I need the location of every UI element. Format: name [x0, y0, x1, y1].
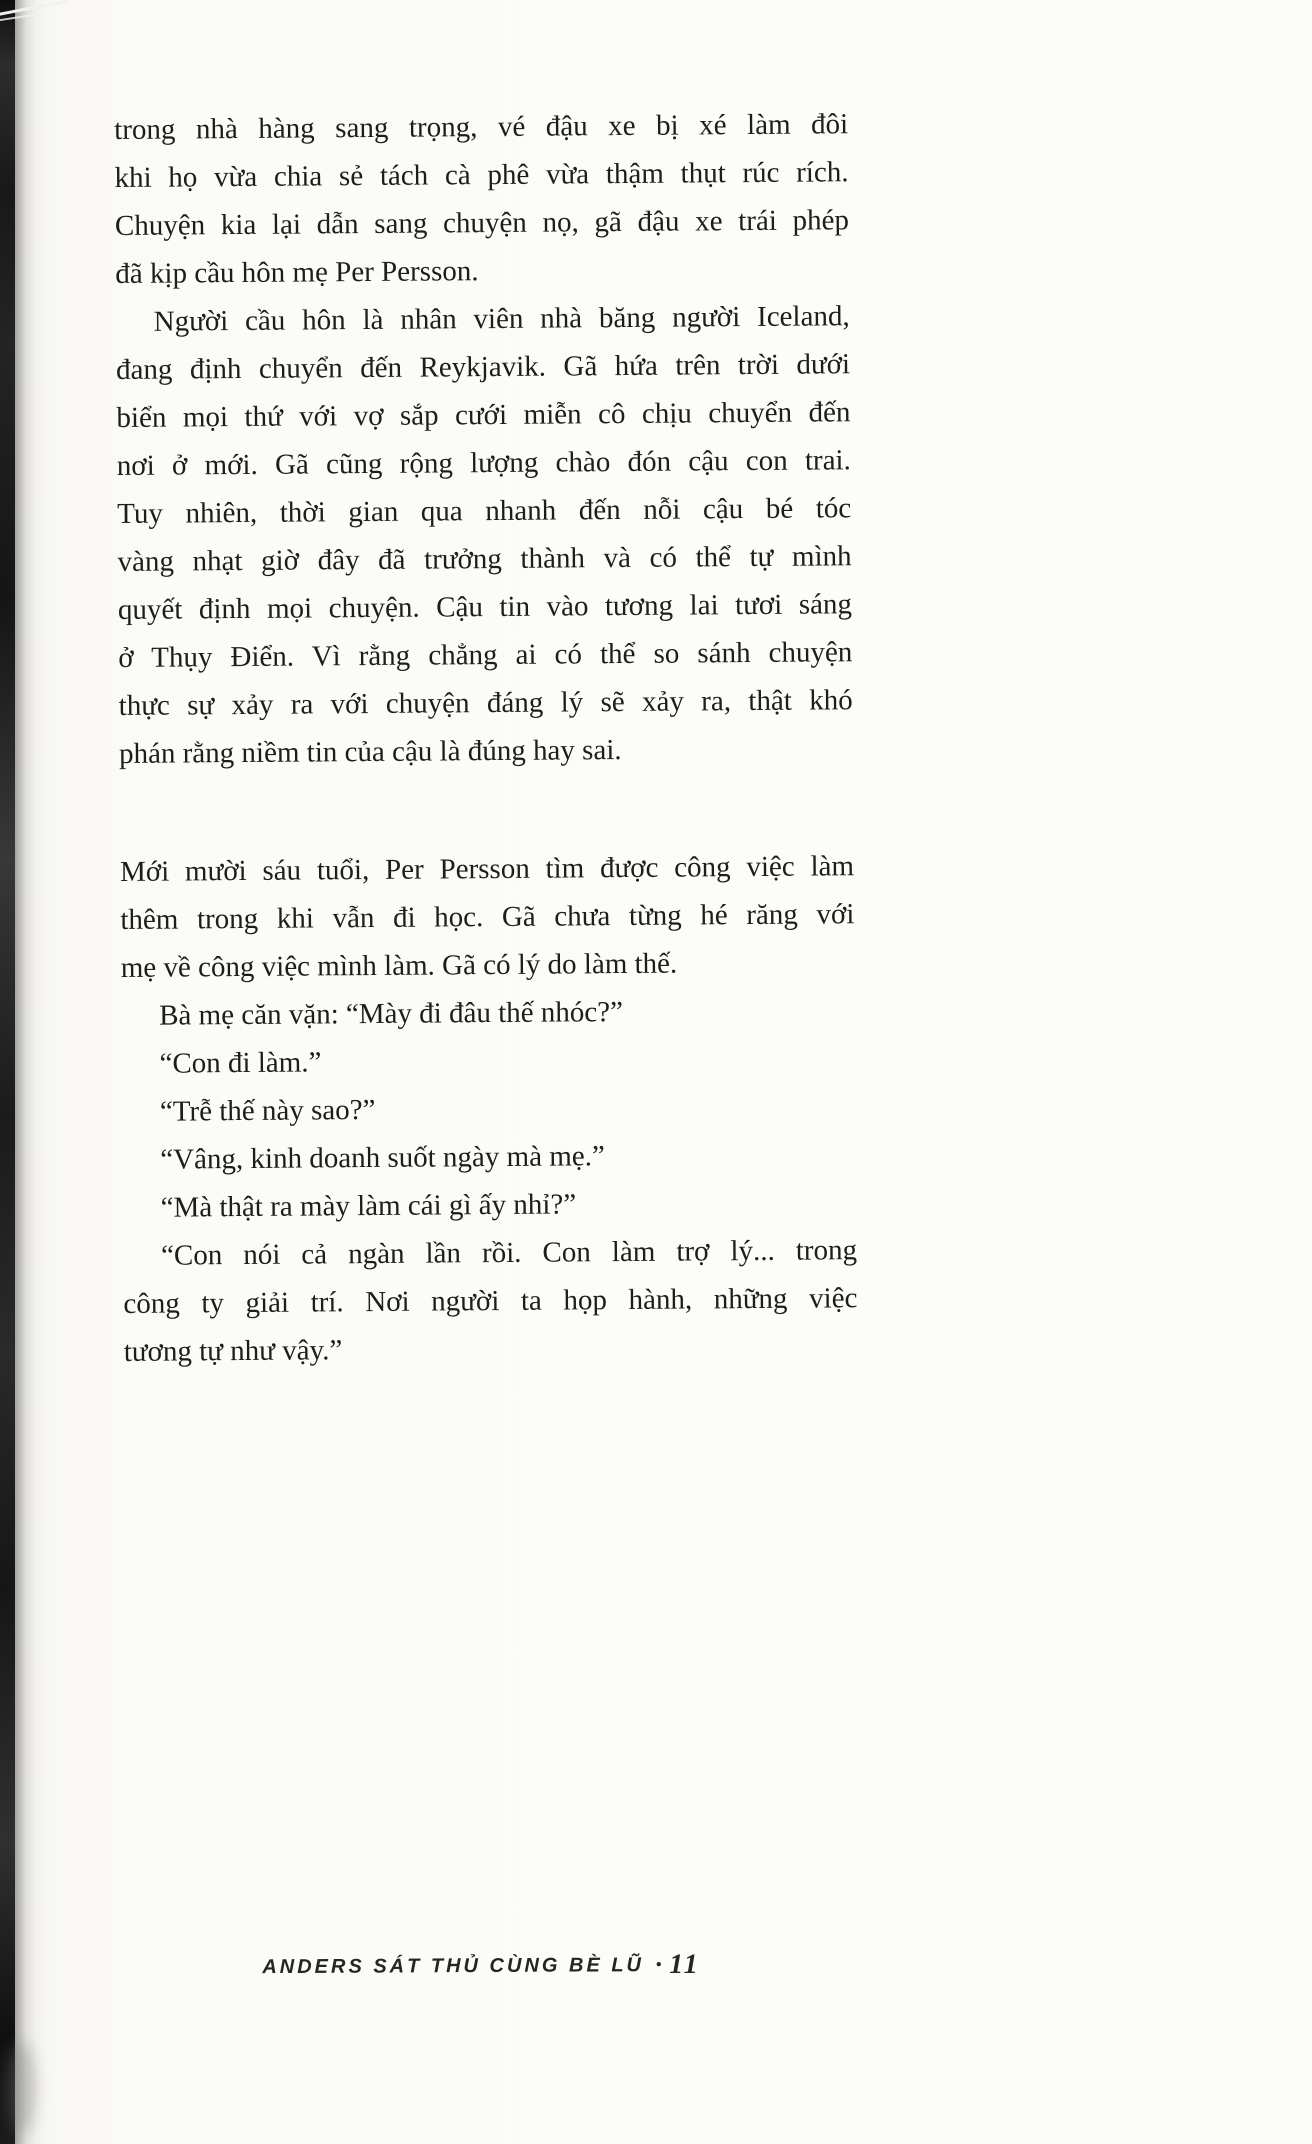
text-line: Người cầu hôn là nhân viên nhà băng người Iceland, — [153, 300, 850, 338]
page-text-column — [114, 100, 858, 1376]
text-line: Bà mẹ căn vặn: “Mày đi đâu thế nhóc?” — [159, 996, 624, 1032]
text-line: phán rằng niềm tin của cậu là đúng hay sai. — [118, 734, 622, 770]
footer-separator: • — [655, 1956, 662, 1974]
text-line: Tuy nhiên, thời gian qua nhanh đến nỗi cậu bé tóc — [117, 492, 852, 530]
text-line: Chuyện kia lại dẫn sang chuyện nọ, gã đậu xe trái phép — [114, 204, 850, 242]
running-title: ANDERS SÁT THỦ CÙNG BÈ LŨ — [262, 1954, 645, 1979]
binding-edge-shadow — [0, 0, 15, 2144]
text-line: đã kịp cầu hôn mẹ Per Persson. — [115, 255, 479, 290]
text-line: tương tự như vậy.” — [123, 1334, 343, 1368]
binding-gradient — [15, 0, 47, 2144]
text-line: Mới mười sáu tuổi, Per Persson tìm được công việc làm — [119, 850, 855, 888]
text-line: quyết định mọi chuyện. Cậu tin vào tương lai tươi sáng — [117, 588, 853, 626]
paragraph — [121, 986, 855, 1040]
text-line: “Con nói cả ngàn lần rồi. Con làm trợ lý... trong — [160, 1234, 858, 1272]
page-number: 11 — [669, 1948, 700, 1981]
text-line: ở Thụy Điển. Vì rằng chẳng ai có thể so sánh chuyện — [118, 636, 853, 674]
text-line: vàng nhạt giờ đây đã trưởng thành và có thể tự mình — [117, 540, 852, 578]
paragraph — [123, 1226, 858, 1376]
text-line: thêm trong khi vẫn đi học. Gã chưa từng hé răng với — [120, 898, 855, 936]
text-line: đang định chuyển đến Reykjavik. Gã hứa trên trời dưới — [115, 348, 851, 386]
text-line: biển mọi thứ với vợ sắp cưới miễn cô chịu chuyển đến — [116, 396, 851, 434]
text-line: “Trễ thế này sao?” — [159, 1093, 376, 1128]
scan-smudge — [8, 2042, 36, 2134]
page-footer — [114, 1948, 848, 1984]
paragraph — [122, 1082, 856, 1136]
text-line: thực sự xảy ra với chuyện đáng lý sẽ xảy ra, thật khó — [118, 684, 853, 722]
text-line: “Vâng, kinh doanh suốt ngày mà mẹ.” — [160, 1140, 605, 1176]
text-line: công ty giải trí. Nơi người ta họp hành, những việc — [123, 1282, 858, 1320]
paragraph — [114, 100, 849, 298]
text-line: nơi ở mới. Gã cũng rộng lượng chào đón cậu con trai. — [116, 444, 851, 482]
paragraph — [122, 1178, 856, 1232]
text-line: khi họ vừa chia sẻ tách cà phê vừa thậm thụt rúc rích. — [114, 156, 849, 194]
paragraph — [121, 1034, 855, 1088]
text-line: mẹ về công việc mình làm. Gã có lý do làm thế. — [120, 947, 678, 984]
paragraph — [122, 1130, 856, 1184]
text-line: trong nhà hàng sang trọng, vé đậu xe bị xé làm đôi — [114, 108, 849, 146]
paragraph — [116, 292, 854, 778]
paragraph — [120, 842, 855, 992]
text-line: “Con đi làm.” — [159, 1046, 322, 1080]
text-line: “Mà thật ra mày làm cái gì ấy nhỉ?” — [160, 1188, 577, 1224]
